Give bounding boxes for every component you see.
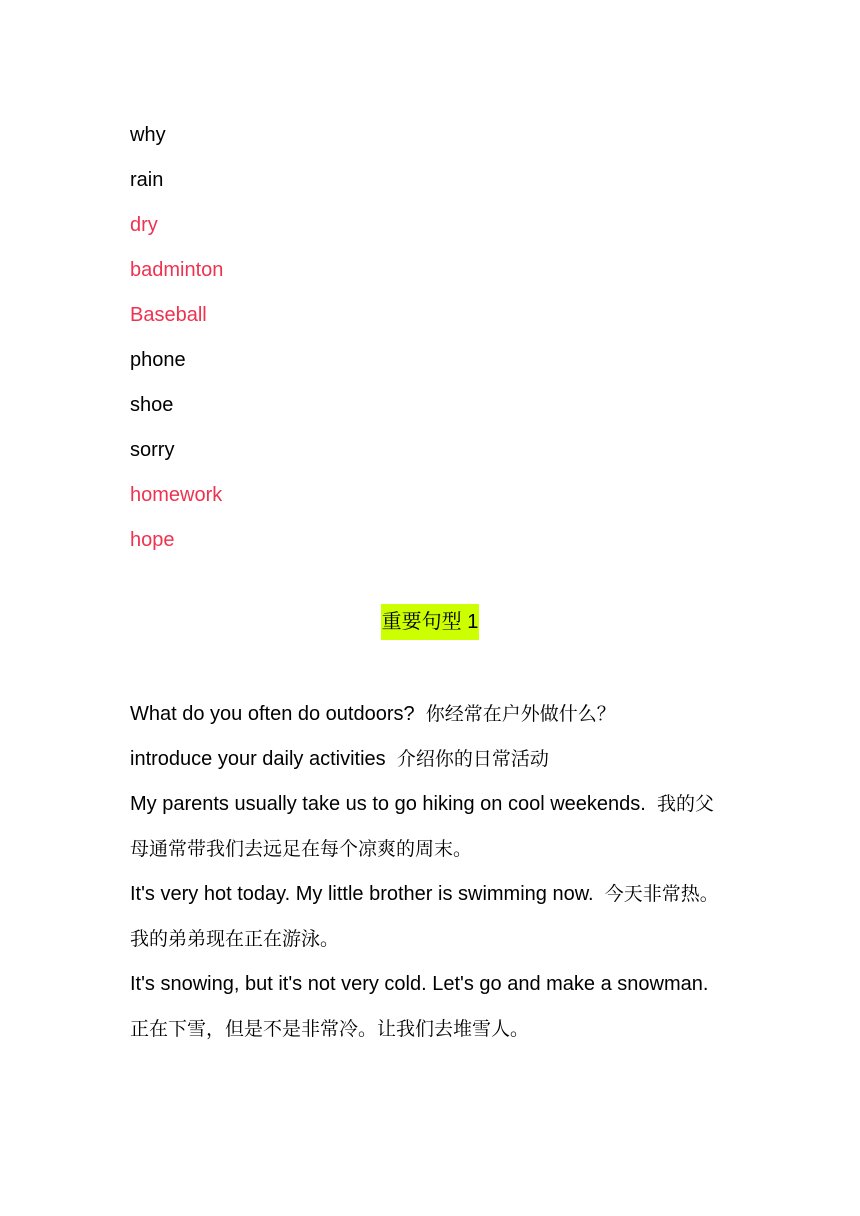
sentence-item [130, 782, 730, 872]
sentence-chinese: 今天非常热。我的弟弟现在正在游泳。 [130, 883, 719, 950]
vocabulary-word: hope [130, 529, 175, 551]
vocabulary-word: rain [130, 169, 164, 191]
sentence-english: What do you often do outdoors? [130, 703, 415, 725]
sentence-item [130, 962, 730, 1052]
vocabulary-word: badminton [130, 259, 224, 281]
section-heading: 重要句型 1 [381, 604, 480, 640]
section-heading-row [0, 604, 860, 640]
vocabulary-list [130, 113, 223, 563]
vocabulary-word: Baseball [130, 304, 207, 326]
sentence-english: It's snowing, but it's not very cold. Let's go and make a snowman. [130, 973, 709, 995]
vocabulary-word: shoe [130, 394, 174, 416]
sentence-english: It's very hot today. My little brother is swimming now. [130, 883, 594, 905]
sentence-chinese: 我的父母通常带我们去远足在每个凉爽的周末。 [130, 793, 714, 860]
sentence-item [130, 692, 730, 737]
vocabulary-word: dry [130, 214, 158, 236]
vocabulary-word: homework [130, 484, 223, 506]
sentence-item [130, 737, 730, 782]
sentence-english: My parents usually take us to go hiking on cool weekends. [130, 793, 646, 815]
vocabulary-word: sorry [130, 439, 175, 461]
vocabulary-word: phone [130, 349, 186, 371]
sentence-english: introduce your daily activities [130, 748, 386, 770]
sentence-item [130, 872, 730, 962]
sentence-chinese: 正在下雪，但是不是非常冷。让我们去堆雪人。 [130, 1018, 530, 1040]
sentence-chinese: 你经常在户外做什么？ [425, 703, 616, 725]
vocabulary-word: why [130, 124, 166, 146]
key-sentences [130, 692, 730, 1052]
sentence-chinese: 介绍你的日常活动 [396, 748, 549, 770]
